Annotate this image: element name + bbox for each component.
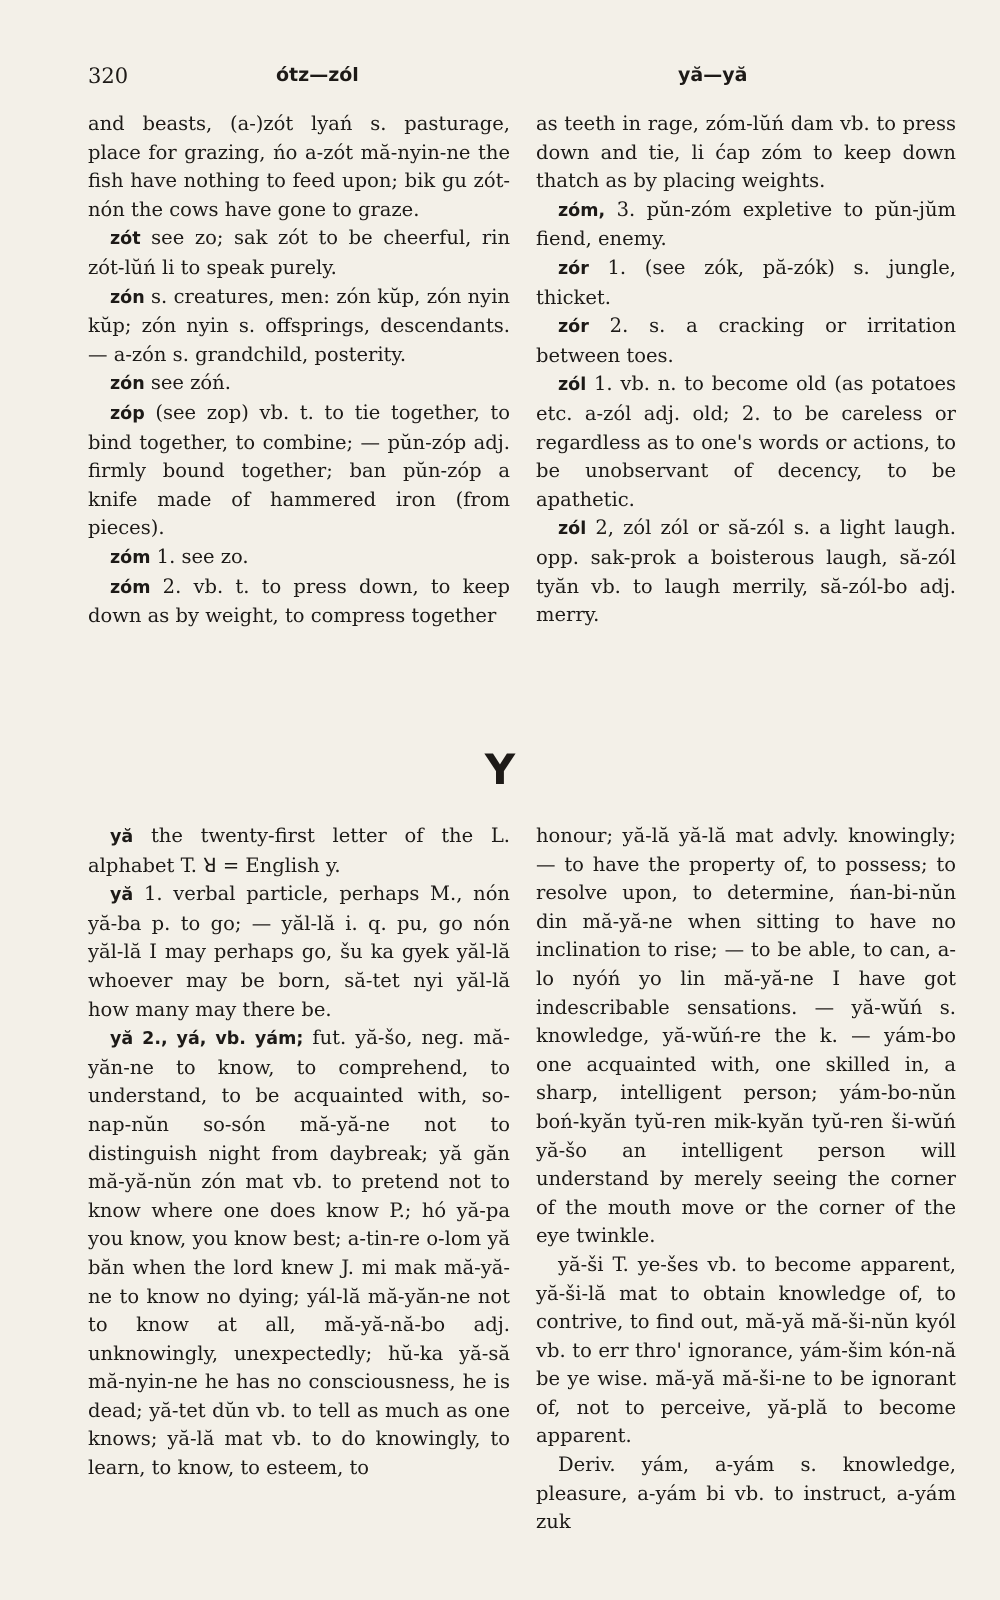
- entry-definition: fut. yă-šo, neg. mă-yăn-ne to know, to comprehend, to understand, to be acquainted with, so-nap-nŭn so-són mă-yă-ne not to distinguish night from daybreak; yă găn mă-yă-nŭn zón mat vb. to pretend not to know where one does know P.; hó yă-pa you know, you know best; a-tin-re o-lom yă băn when the lord knew J. mi mak mă-yă-ne to know no dying; yál-lă mă-yăn-ne not to know at all, mă-yă-nă-bo adj. unknowingly, unexpectedly; hŭ-ka yă-să mă-nyin-ne he has no consciousness, he is dead; yă-tet dŭn vb. to tell as much as one knows; yă-lă mat vb. to do knowingly, to learn, to know, to esteem, to: [88, 1026, 510, 1480]
- entry-headword: zóm: [110, 547, 151, 568]
- entry-headword: zóm: [110, 577, 151, 598]
- dictionary-entry: [88, 399, 510, 543]
- entry-headword: yă: [110, 885, 134, 906]
- dictionary-entry: [536, 1451, 956, 1537]
- dictionary-entry: [88, 573, 510, 631]
- column-top-left: [88, 110, 510, 631]
- entry-headword: zól: [558, 375, 587, 396]
- dictionary-entry: [536, 1251, 956, 1451]
- entry-headword: zóp: [110, 403, 145, 424]
- entry-definition: yă-ši T. ye-šes vb. to become apparent, yă-ši-lă mat to obtain knowledge of, to contrive, to find out, mă-yă mă-ši-nŭn kyól vb. to err thro' ignorance, yám-šim kón-nă be ye wise. mă-yă mă-ši-ne to be ignorant of, not to perceive, yă-plă to become apparent.: [536, 1252, 956, 1448]
- entry-headword: zót: [110, 229, 141, 250]
- entry-definition: 1. vb. n. to become old (as potatoes etc. a-zól adj. old; 2. to be careless or regardless as to one's words or actions, to be unobservant of decency, to be apathetic.: [536, 372, 957, 511]
- right-guide-word: yă—yă: [678, 64, 748, 86]
- column-top-right: [536, 110, 956, 630]
- dictionary-entry: [88, 880, 510, 1024]
- dictionary-entry: [88, 543, 510, 573]
- page-number: 320: [88, 64, 129, 88]
- entry-definition: honour; yă-lă yă-lă mat advly. knowingly; — to have the property of, to possess; to resolve upon, to determine, ńan-bi-nŭn din mă-yă-ne when sitting to have no inclination to rise; — to be able, to can, a-lo nyóń yo lin mă-yă-ne I have got indescribable sensations. — yă-wŭń s. knowledge, yă-wŭń-re the k. — yám-bo one acquainted with, one skilled in, a sharp, intelligent person; yám-bo-nŭn boń-kyăn tyŭ-ren mik-kyăn tyŭ-ren ši-wŭń yă-šo an intelligent person will understand by merely seeing the corner of the mouth move or the corner of the eye twinkle.: [536, 824, 956, 1248]
- entry-definition: the twenty-first letter of the L. alphabet T. ꓤ = English y.: [88, 824, 510, 877]
- entry-definition: 1. verbal particle, perhaps M., nón yă-ba p. to go; — yăl-lă i. q. pu, go nón yăl-lă I may perhaps go, šu ka gyek yăl-lă whoever may be born, să-tet nyi yăl-lă how many may there be.: [88, 882, 510, 1021]
- dictionary-entry: [536, 370, 956, 514]
- dictionary-entry: [88, 822, 510, 880]
- entry-definition: as teeth in rage, zóm-lŭń dam vb. to press down and tie, li ćap zóm to keep down thatch as by placing weights.: [536, 112, 956, 193]
- entry-headword: zón: [110, 374, 145, 395]
- entry-headword: zón: [110, 287, 145, 308]
- entry-definition: Deriv. yám, a-yám s. knowledge, pleasure, a-yám bi vb. to instruct, a-yám zuk: [536, 1453, 956, 1534]
- dictionary-entry: [536, 822, 956, 1251]
- entry-definition: and beasts, (a-)zót lyań s. pasturage, place for grazing, ńo a-zót mă-nyin-ne the fish have nothing to feed upon; bik gu zót-nón the cows have gone to graze.: [88, 112, 510, 221]
- dictionary-entry: [536, 110, 956, 196]
- entry-definition: 2. s. a cracking or irritation between toes.: [536, 314, 957, 367]
- entry-headword: zól: [558, 519, 587, 540]
- section-letter-heading: Y: [484, 745, 516, 794]
- entry-definition: 2. vb. t. to press down, to keep down as by weight, to compress together: [88, 574, 511, 628]
- dictionary-entry: [88, 110, 510, 224]
- entry-headword: zór: [558, 317, 589, 338]
- dictionary-entry: [88, 224, 510, 282]
- column-bottom-right: [536, 822, 956, 1537]
- entry-definition: see zóń.: [150, 371, 231, 395]
- column-bottom-left: [88, 822, 510, 1483]
- dictionary-entry: [536, 312, 956, 370]
- entry-definition: s. creatures, men: zón kŭp, zón nyin kŭp; zón nyin s. offsprings, descendants. — a-zón s. grandchild, posterity.: [88, 284, 510, 366]
- dictionary-entry: [88, 1024, 510, 1483]
- dictionary-entry: [536, 254, 956, 312]
- entry-definition: see zo; sak zót to be cheerful, rin zót-lŭń li to speak purely.: [88, 226, 511, 279]
- entry-headword: zóm,: [558, 200, 606, 221]
- entry-definition: (see zop) vb. t. to tie together, to bind together, to combine; — pŭn-zóp adj. firmly bound together; ban pŭn-zóp a knife made of hammered iron (from pieces).: [88, 400, 510, 540]
- page-header: [88, 64, 955, 92]
- entry-definition: 3. pŭn-zóm expletive to pŭn-jŭm fiend, enemy.: [536, 197, 956, 251]
- entry-headword: yă 2., yá, vb. yám;: [110, 1029, 304, 1050]
- dictionary-entry: [536, 196, 956, 254]
- entry-headword: yă: [110, 827, 134, 847]
- dictionary-entry: [536, 514, 956, 629]
- entry-definition: 1. see zo.: [156, 544, 249, 568]
- entry-definition: 1. (see zók, pă-zók) s. jungle, thicket.: [536, 255, 956, 309]
- entry-headword: zór: [558, 258, 589, 279]
- dictionary-entry: [88, 369, 510, 399]
- dictionary-entry: [88, 283, 510, 370]
- entry-definition: 2, zól zól or să-zól s. a light laugh. opp. sak-prok a boisterous laugh, să-zól tyăn vb. to laugh merrily, să-zól-bo adj. merry.: [536, 516, 957, 627]
- left-guide-word: ótz—zól: [276, 64, 359, 86]
